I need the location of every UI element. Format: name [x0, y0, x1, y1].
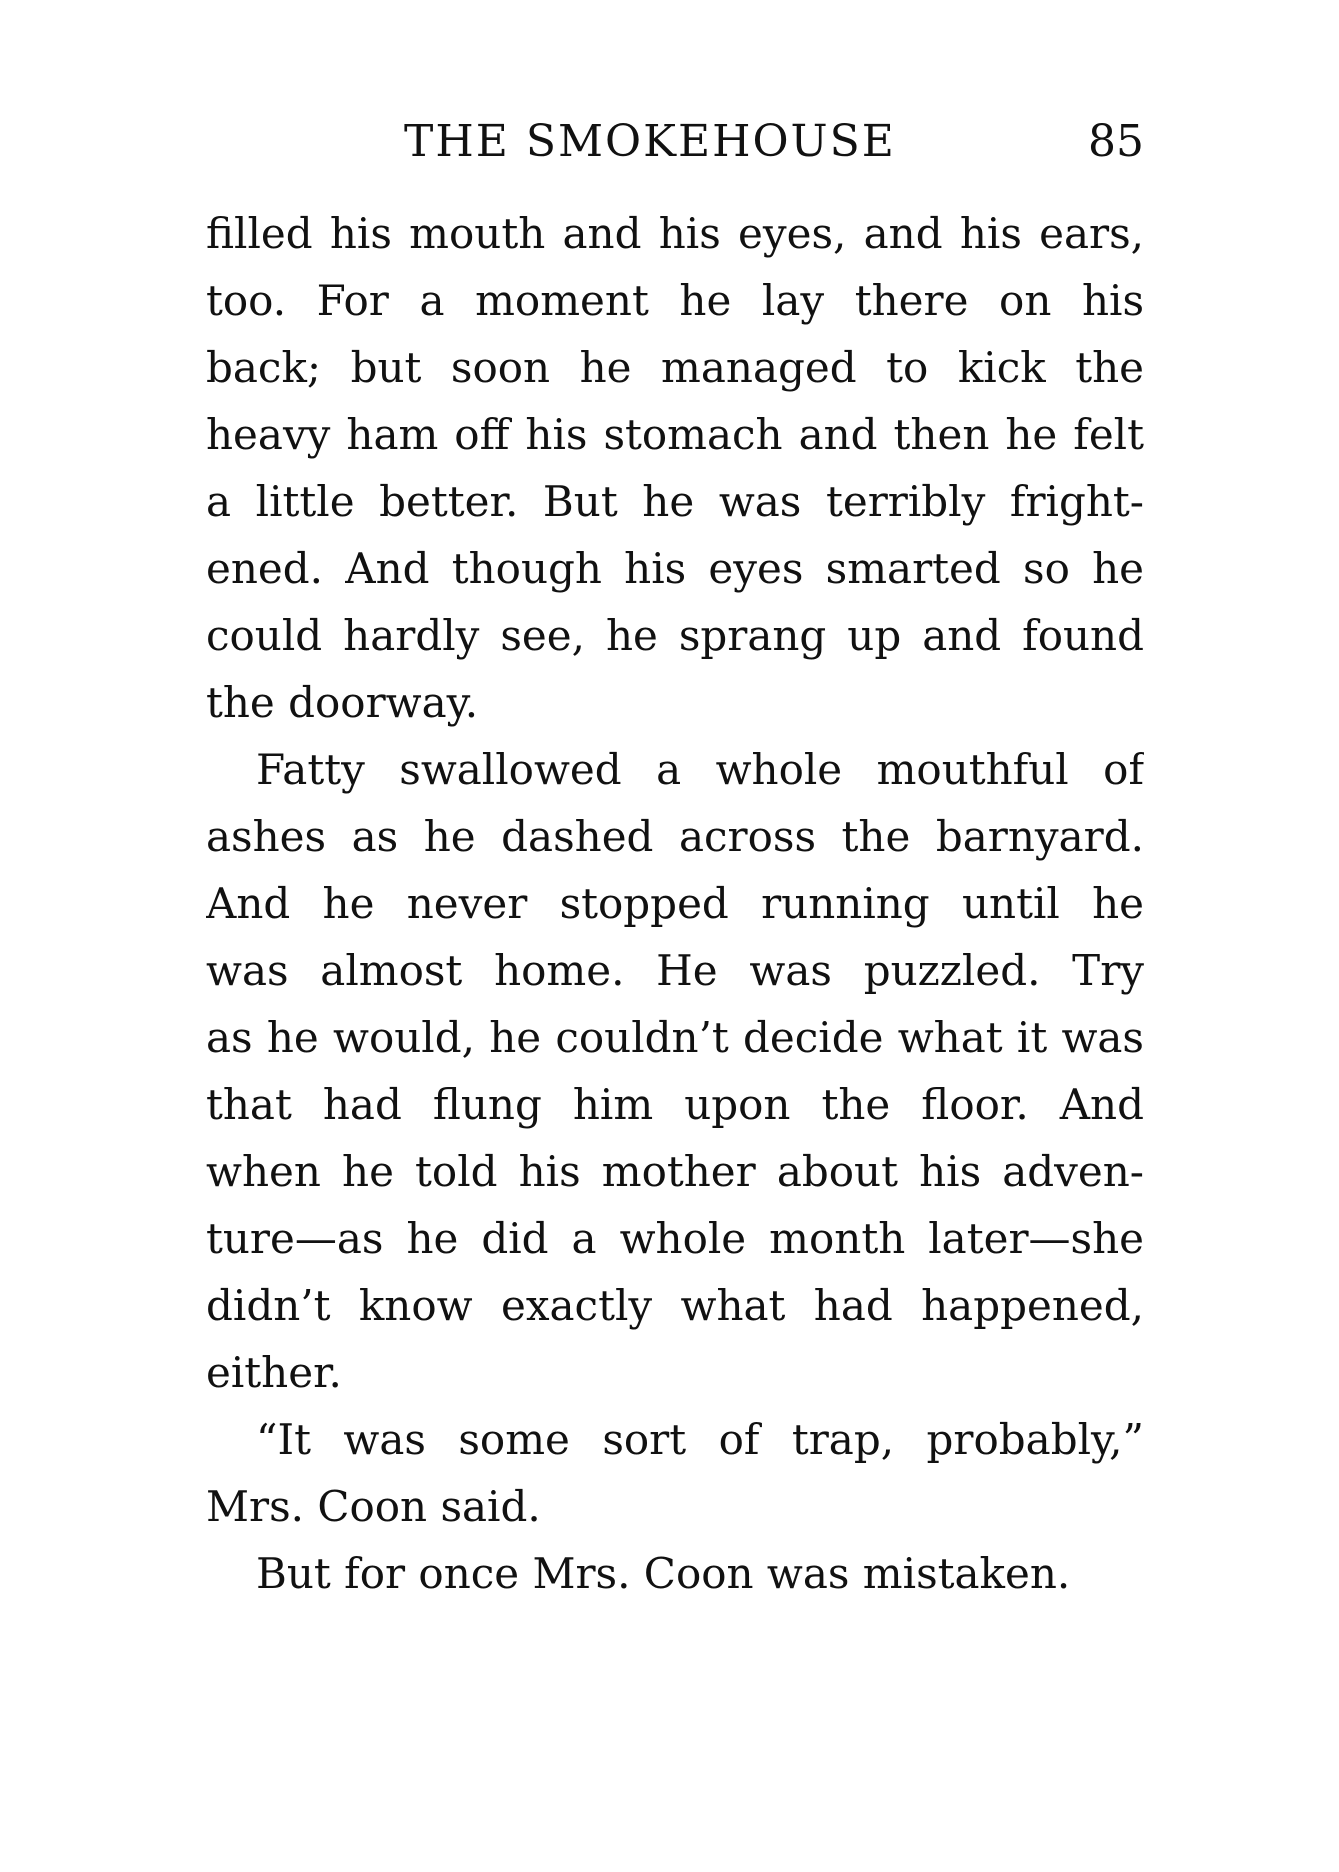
text-line: back; but soon he managed to kick the — [206, 343, 1144, 392]
dialogue-line: “It was some sort of trap, probably,” — [256, 1415, 1144, 1464]
text-line: when he told his mother about his adven- — [206, 1147, 1144, 1196]
text-line: ashes as he dashed across the barnyard. — [206, 812, 1144, 861]
paragraph-last-line: Mrs. Coon said. — [206, 1482, 541, 1531]
closing-line: But for once Mrs. Coon was mistaken. — [256, 1549, 1071, 1598]
text-line: ened. And though his eyes smarted so he — [206, 544, 1144, 593]
chapter-title: THE SMOKEHOUSE — [404, 116, 896, 167]
text-line: was almost home. He was puzzled. Try — [206, 946, 1144, 995]
page-number: 85 — [1088, 116, 1144, 167]
text-line: And he never stopped running until he — [206, 879, 1144, 928]
text-line: a little better. But he was terribly fright- — [206, 477, 1144, 526]
text-line: filled his mouth and his eyes, and his ears, — [206, 209, 1144, 258]
text-line: heavy ham off his stomach and then he felt — [206, 410, 1144, 459]
text-line: as he would, he couldn’t decide what it was — [206, 1013, 1144, 1062]
text-line: didn’t know exactly what had happened, — [206, 1281, 1144, 1330]
text-line: could hardly see, he sprang up and found — [206, 611, 1144, 660]
text-line: too. For a moment he lay there on his — [206, 276, 1144, 325]
text-line: that had flung him upon the floor. And — [206, 1080, 1144, 1129]
body-text — [206, 200, 1144, 1607]
paragraph-last-line: either. — [206, 1348, 342, 1397]
paragraph-first-line: Fatty swallowed a whole mouthful of — [256, 745, 1144, 794]
running-head — [206, 112, 1144, 172]
paragraph-last-line: the doorway. — [206, 678, 479, 727]
text-line: ture—as he did a whole month later—she — [206, 1214, 1144, 1263]
